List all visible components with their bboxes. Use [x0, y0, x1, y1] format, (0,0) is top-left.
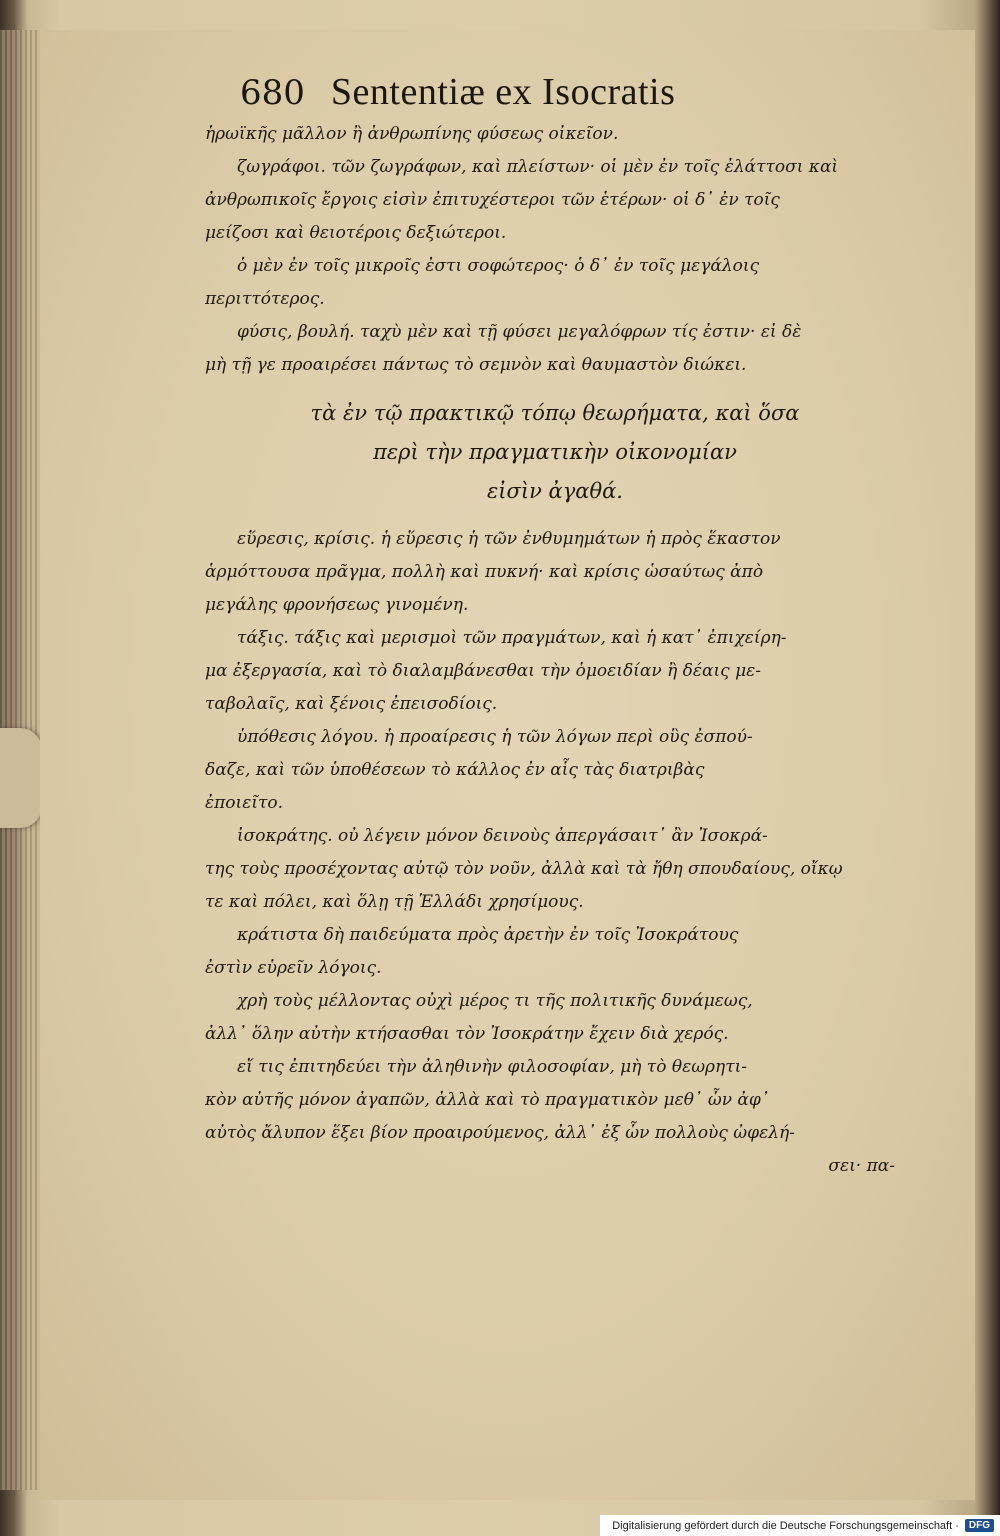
- section-heading-line: τὰ ἐν τῷ πρακτικῷ τόπῳ θεωρήματα, καὶ ὅσα: [310, 401, 800, 425]
- bookmark-tab: [0, 728, 42, 828]
- text-line: μεγάλης φρονήσεως γινομένη.: [205, 595, 469, 615]
- section-spacer: [205, 511, 905, 523]
- main-text: [205, 118, 905, 1183]
- section-spacer: [205, 382, 905, 394]
- text-line: ἀλλ᾽ ὅλην αὐτὴν κτήσασθαι τὸν Ἰσοκράτην ἔχειν διὰ χερός.: [205, 1024, 729, 1044]
- text-line: ἀνθρωπικοῖς ἔργοις εἰσὶν ἐπιτυχέστεροι τῶν ἑτέρων· οἱ δ᾽ ἐν τοῖς: [205, 190, 780, 210]
- section-heading-line: περὶ τὴν πραγματικὴν οἰκονομίαν: [373, 440, 737, 464]
- text-line: δαζε, καὶ τῶν ὑποθέσεων τὸ κάλλος ἐν αἷς τὰς διατριβὰς: [205, 760, 705, 780]
- running-title: Sententiæ ex Isocratis: [330, 71, 676, 113]
- text-line: εἴ τις ἐπιτηδεύει τὴν ἀληθινὴν φιλοσοφίαν, μὴ τὸ θεωρητι-: [237, 1057, 748, 1077]
- text-line: αὐτὸς ἄλυπον ἕξει βίον προαιρούμενος, ἀλλ᾽ ἐξ ὧν πολλοὺς ὠφελή-: [205, 1123, 795, 1143]
- digitization-credit: [600, 1515, 1000, 1536]
- credit-text: Digitalisierung gefördert durch die Deutsche Forschungsgemeinschaft ·: [612, 1519, 959, 1532]
- section-heading-line: εἰσὶν ἀγαθά.: [487, 479, 623, 503]
- text-line: ὁ μὲν ἐν τοῖς μικροῖς ἐστι σοφώτερος· ὁ δ᾽ ἐν τοῖς μεγάλοις: [237, 256, 760, 276]
- text-line: κράτιστα δὴ παιδεύματα πρὸς ἀρετὴν ἐν τοῖς Ἰσοκράτους: [237, 925, 739, 945]
- text-line: ἁρμόττουσα πρᾶγμα, πολλὴ καὶ πυκνή· καὶ κρίσις ὡσαύτως ἀπὸ: [205, 562, 764, 582]
- text-line: τε καὶ πόλει, καὶ ὅλῃ τῇ Ἑλλάδι χρησίμους.: [205, 892, 584, 912]
- text-line: ἐποιεῖτο.: [205, 793, 284, 813]
- text-line: φύσις, βουλή. ταχὺ μὲν καὶ τῇ φύσει μεγαλόφρων τίς ἐστιν· εἰ δὲ: [237, 322, 802, 342]
- text-line: ἡρωϊκῆς μᾶλλον ἢ ἀνθρωπίνης φύσεως οἰκεῖον.: [205, 124, 619, 144]
- dfg-logo-icon: DFG: [965, 1519, 994, 1532]
- text-line: κὸν αὐτῆς μόνον ἀγαπῶν, ἀλλὰ καὶ τὸ πραγματικὸν μεθ᾽ ὧν ἀφ᾽: [205, 1090, 770, 1110]
- text-line: εὕρεσις, κρίσις. ἡ εὕρεσις ἡ τῶν ἐνθυμημάτων ἡ πρὸς ἕκαστον: [237, 529, 781, 549]
- text-line: χρὴ τοὺς μέλλοντας οὐχὶ μέρος τι τῆς πολιτικῆς δυνάμεως,: [237, 991, 753, 1011]
- text-line: ὑπόθεσις λόγου. ἡ προαίρεσις ἡ τῶν λόγων περὶ οὓς ἐσπού-: [237, 727, 753, 747]
- text-line: τάξις. τάξις καὶ μερισμοὶ τῶν πραγμάτων, καὶ ἡ κατ᾽ ἐπιχείρη-: [237, 628, 787, 648]
- text-line: ἐστὶν εὑρεῖν λόγοις.: [205, 958, 382, 978]
- text-line: ζωγράφοι. τῶν ζωγράφων, καὶ πλείστων· οἱ μὲν ἐν τοῖς ἐλάττοσι καὶ: [237, 157, 839, 177]
- text-line: μα ἐξεργασία, καὶ τὸ διαλαμβάνεσθαι τὴν ὁμοειδίαν ἢ δέαις με-: [205, 661, 761, 681]
- text-line: ἰσοκράτης. οὐ λέγειν μόνον δεινοὺς ἀπεργάσαιτ᾽ ἂν Ἰσοκρά-: [237, 826, 768, 846]
- text-line: μὴ τῇ γε προαιρέσει πάντως τὸ σεμνὸν καὶ θαυμαστὸν διώκει.: [205, 355, 747, 375]
- text-line: μείζοσι καὶ θειοτέροις δεξιώτεροι.: [205, 223, 507, 243]
- catchword: σει· πα-: [828, 1156, 895, 1176]
- text-line: ταβολαῖς, καὶ ξένοις ἐπεισοδίοις.: [205, 694, 498, 714]
- text-line: της τοὺς προσέχοντας αὐτῷ τὸν νοῦν, ἀλλὰ καὶ τὰ ἤθη σπουδαίους, οἴκῳ: [205, 859, 843, 879]
- text-line: περιττότερος.: [205, 289, 325, 309]
- page-number: 680: [240, 73, 305, 113]
